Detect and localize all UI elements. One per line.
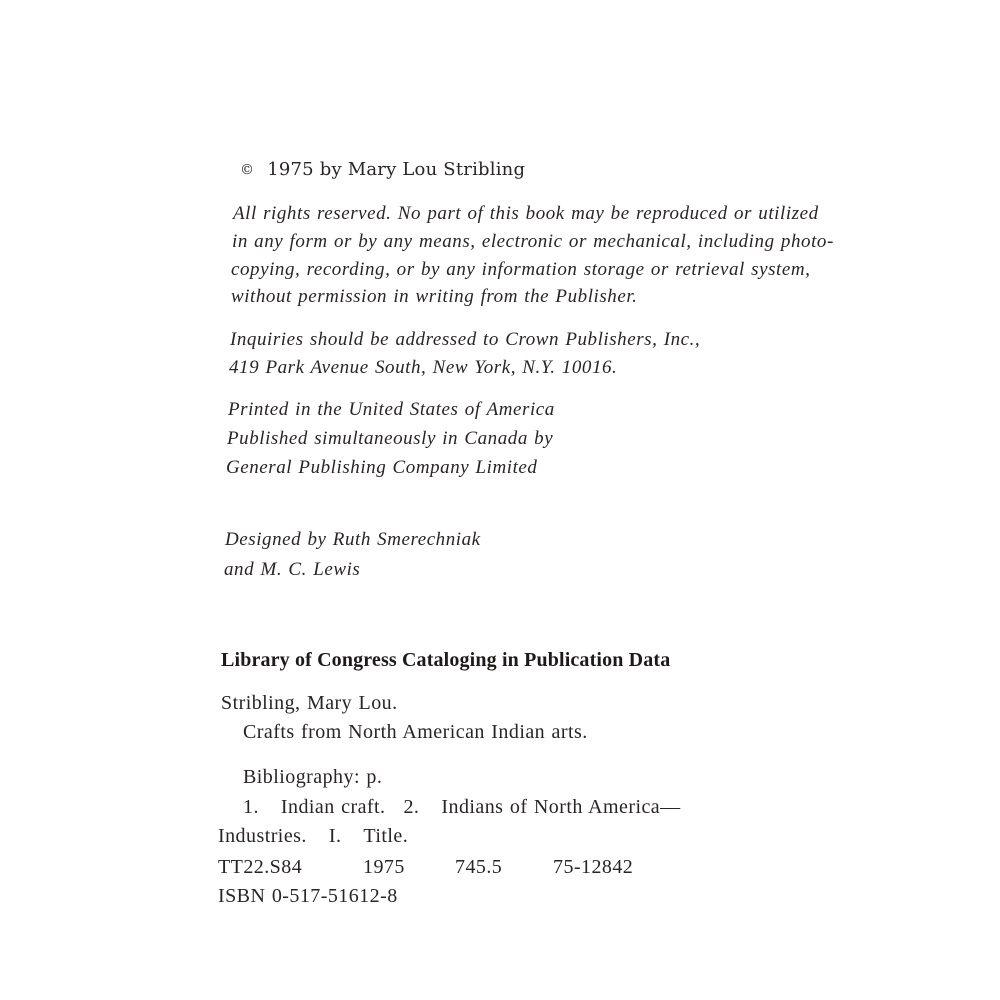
publisher-address: 419 Park Avenue South, New York, N.Y. 10016. — [229, 357, 618, 378]
rights-notice-line: in any form or by any means, electronic or mechanical, including photo- — [232, 231, 834, 252]
cip-heading: Library of Congress Cataloging in Publication Data — [221, 649, 671, 671]
design-credit-line: Designed by Ruth Smerechniak — [225, 529, 481, 550]
cip-subjects-row-continued — [218, 826, 408, 846]
cip-classification-row — [218, 857, 633, 877]
subject-number: I. — [328, 825, 342, 847]
printing-line: General Publishing Company Limited — [226, 457, 538, 478]
subject-heading: Indian craft. — [280, 796, 386, 818]
copyright-line — [240, 161, 525, 179]
subject-heading: Title. — [363, 825, 409, 847]
isbn: ISBN 0-517-51612-8 — [218, 885, 398, 907]
cip-subjects-row — [243, 797, 681, 817]
rights-notice-line: All rights reserved. No part of this book may be reproduced or utilized — [233, 203, 819, 224]
rights-notice-line: without permission in writing from the Publisher. — [231, 286, 638, 307]
subject-number: 2. — [403, 796, 420, 818]
design-credit-line: and M. C. Lewis — [224, 559, 361, 580]
cip-author: Stribling, Mary Lou. — [221, 692, 398, 714]
rights-notice-line: copying, recording, or by any information storage or retrieval system, — [231, 259, 811, 280]
publication-year: 1975 — [363, 856, 405, 878]
inquiries-line: Inquiries should be addressed to Crown Publishers, Inc., — [230, 329, 701, 350]
subject-number: 1. — [243, 796, 259, 818]
lccn: 75-12842 — [553, 856, 634, 878]
cip-bibliography: Bibliography: p. — [243, 766, 383, 788]
dewey-number: 745.5 — [455, 856, 503, 878]
cip-title: Crafts from North American Indian arts. — [243, 721, 588, 743]
call-number: TT22.S84 — [218, 856, 303, 878]
copyright-text: 1975 by Mary Lou Stribling — [267, 159, 526, 180]
copyright-symbol-icon: © — [240, 162, 255, 178]
printing-line: Published simultaneously in Canada by — [227, 428, 554, 449]
subject-heading: Indians of North America— — [441, 796, 681, 818]
printing-line: Printed in the United States of America — [228, 399, 555, 420]
subject-heading: Industries. — [218, 825, 307, 847]
